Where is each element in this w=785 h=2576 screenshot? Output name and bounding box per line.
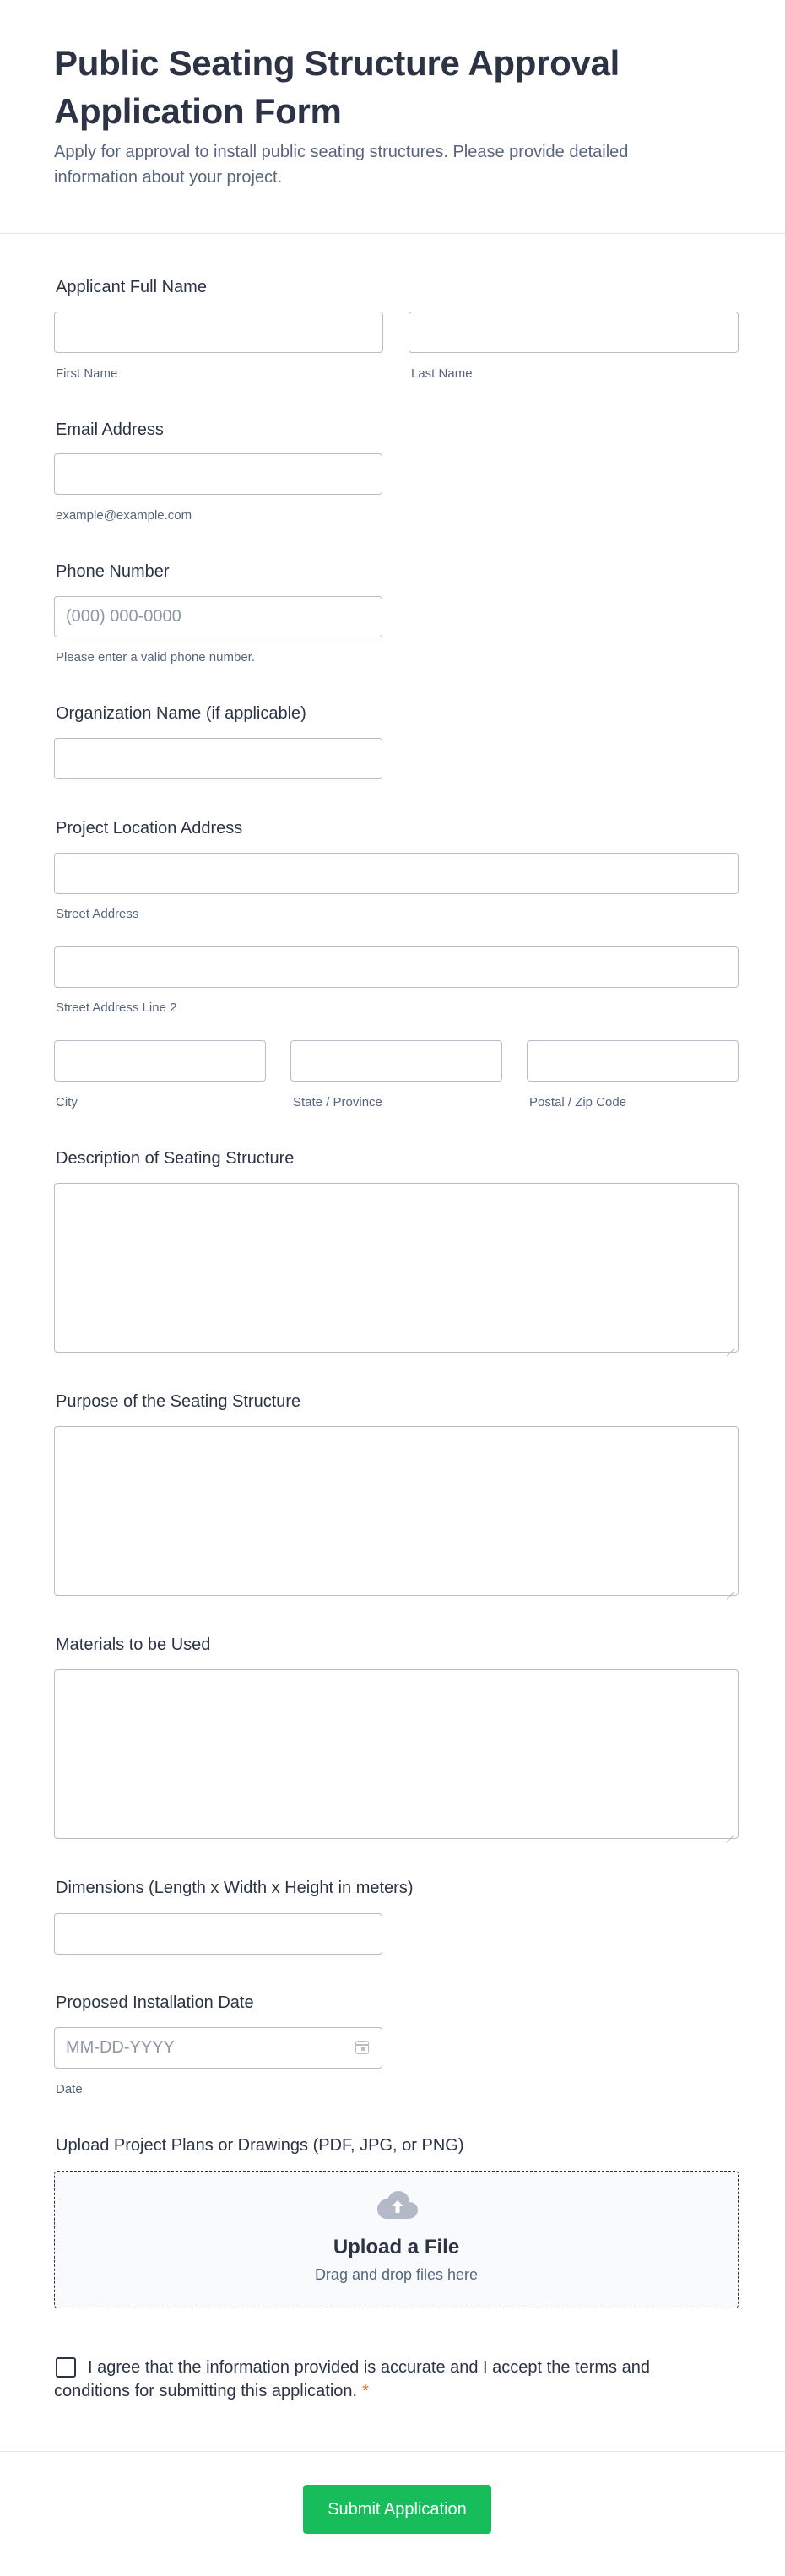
form-title: Public Seating Structure Approval Application Form: [54, 43, 620, 131]
description-label: Description of Seating Structure: [56, 1149, 295, 1168]
required-asterisk: *: [362, 2382, 369, 2400]
purpose-textarea[interactable]: [54, 1426, 739, 1596]
cloud-upload-icon: [377, 2190, 418, 2219]
full-name-label: Applicant Full Name: [56, 278, 207, 296]
organization-input[interactable]: [54, 738, 382, 779]
city-input[interactable]: [54, 1040, 266, 1082]
upload-label: Upload Project Plans or Drawings (PDF, JPG, or PNG): [56, 2136, 464, 2155]
state-input[interactable]: [290, 1040, 502, 1082]
zip-input[interactable]: [527, 1040, 739, 1082]
materials-label: Materials to be Used: [56, 1635, 211, 1654]
street-address-line2-input[interactable]: [54, 946, 739, 988]
purpose-label: Purpose of the Seating Structure: [56, 1392, 301, 1411]
form-header: [0, 0, 785, 234]
agreement-text: [54, 2356, 670, 2403]
street-address-sublabel: Street Address: [56, 907, 139, 921]
install-date-label: Proposed Installation Date: [56, 1993, 254, 2012]
install-date-input[interactable]: [54, 2027, 382, 2069]
submit-button[interactable]: Submit Application: [303, 2485, 491, 2534]
resize-handle-icon[interactable]: [726, 1827, 734, 1836]
email-label: Email Address: [56, 420, 164, 439]
zip-sublabel: Postal / Zip Code: [529, 1095, 627, 1109]
footer-divider: [0, 2451, 785, 2452]
dimensions-label: Dimensions (Length x Width x Height in meters): [56, 1879, 414, 1897]
street-address-input[interactable]: [54, 853, 739, 894]
dimensions-input[interactable]: [54, 1913, 382, 1955]
form-subtitle: Apply for approval to install public seating structures. Please provide detailed information about your project.: [54, 143, 629, 187]
upload-title: Upload a File: [333, 2236, 460, 2259]
first-name-input[interactable]: [54, 312, 383, 353]
phone-input[interactable]: [54, 596, 382, 637]
phone-label: Phone Number: [56, 562, 170, 581]
city-sublabel: City: [56, 1095, 78, 1109]
agreement-label: I agree that the information provided is accurate and I accept the terms and conditions for submitting this application.: [54, 2358, 650, 2400]
last-name-input[interactable]: [409, 312, 739, 353]
description-textarea[interactable]: [54, 1183, 739, 1353]
organization-label: Organization Name (if applicable): [56, 704, 306, 723]
phone-sublabel: Please enter a valid phone number.: [56, 650, 255, 664]
upload-subtitle: Drag and drop files here: [314, 2266, 479, 2283]
address-label: Project Location Address: [56, 819, 243, 838]
resize-handle-icon[interactable]: [726, 1341, 734, 1349]
email-sublabel: example@example.com: [56, 508, 192, 523]
street-address-line2-sublabel: Street Address Line 2: [56, 1001, 177, 1015]
email-input[interactable]: [54, 453, 382, 495]
install-date-sublabel: Date: [56, 2082, 83, 2096]
state-sublabel: State / Province: [293, 1095, 382, 1109]
last-name-sublabel: Last Name: [411, 366, 473, 381]
calendar-icon[interactable]: [355, 2041, 369, 2054]
resize-handle-icon[interactable]: [726, 1584, 734, 1592]
materials-textarea[interactable]: [54, 1669, 739, 1839]
file-upload-dropzone[interactable]: [54, 2171, 739, 2308]
first-name-sublabel: First Name: [56, 366, 118, 381]
